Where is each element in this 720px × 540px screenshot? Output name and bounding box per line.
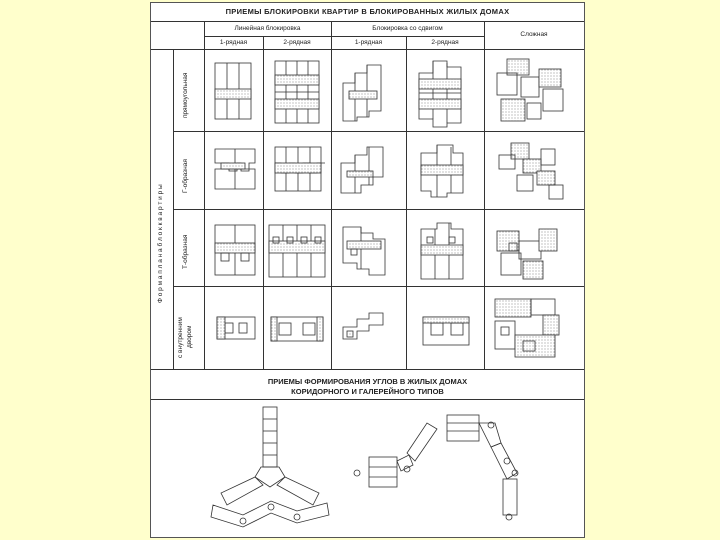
header-two-row-a: 2-рядная	[283, 39, 311, 46]
corner-stepped	[354, 423, 437, 487]
row-label-rect: прямоугольная	[182, 72, 189, 118]
header-two-row-b: 2-рядная	[431, 39, 459, 46]
plan-g-shift-1row	[341, 147, 383, 193]
row-label-courtyard-2: двором	[186, 325, 193, 348]
plan-rect-shift-2row	[419, 61, 461, 127]
row-label-t: Т-образная	[182, 234, 189, 269]
header-one-row-b: 1-рядная	[354, 39, 383, 46]
bottom-title-2: КОРИДОРНОГО И ГАЛЕРЕЙНОГО ТИПОВ	[291, 387, 444, 396]
side-label: Ф о р м а п л а н а б л о к к в а р т и р ы	[157, 184, 164, 303]
plan-t-linear-1row	[215, 225, 255, 275]
header-linear: Линейная блокировка	[234, 25, 301, 32]
header-one-row-a: 1-рядная	[219, 39, 248, 46]
plan-drawings	[151, 3, 584, 537]
plan-court-linear-2row	[271, 317, 323, 341]
corner-chain	[447, 415, 518, 520]
row-label-courtyard-1: с внутренним	[177, 317, 184, 358]
plan-g-complex	[499, 143, 563, 199]
header-complex: Сложная	[520, 31, 548, 38]
plan-court-shift-1row	[343, 313, 383, 339]
plan-rect-linear-2row	[275, 61, 319, 123]
bottom-title-1: ПРИЕМЫ ФОРМИРОВАНИЯ УГЛОВ В ЖИЛЫХ ДОМАХ	[267, 377, 468, 386]
plan-rect-shift-1row	[343, 65, 381, 121]
plan-court-complex	[495, 299, 559, 357]
plan-rect-complex	[497, 59, 563, 121]
corner-zigzag	[211, 501, 329, 527]
drawing-sheet	[150, 2, 585, 538]
plan-court-shift-2row	[423, 317, 469, 345]
plan-t-shift-1row	[343, 227, 385, 275]
plan-g-linear-2row	[275, 147, 325, 191]
row-label-g: Г-образная	[182, 159, 189, 193]
plan-g-shift-2row	[421, 145, 463, 197]
plan-t-shift-2row	[421, 223, 463, 279]
top-title: ПРИЕМЫ БЛОКИРОВКИ КВАРТИР В БЛОКИРОВАННЫХ ЖИЛЫХ ДОМАХ	[225, 7, 510, 16]
plan-rect-linear-1row	[215, 63, 251, 119]
plan-t-linear-2row	[269, 225, 325, 277]
corner-y-shape	[221, 407, 319, 505]
plan-g-linear-1row	[215, 149, 255, 189]
header-shift: Блокировка со сдвигом	[372, 25, 443, 32]
plan-t-complex	[497, 229, 557, 279]
plan-court-linear-1row	[217, 317, 255, 339]
